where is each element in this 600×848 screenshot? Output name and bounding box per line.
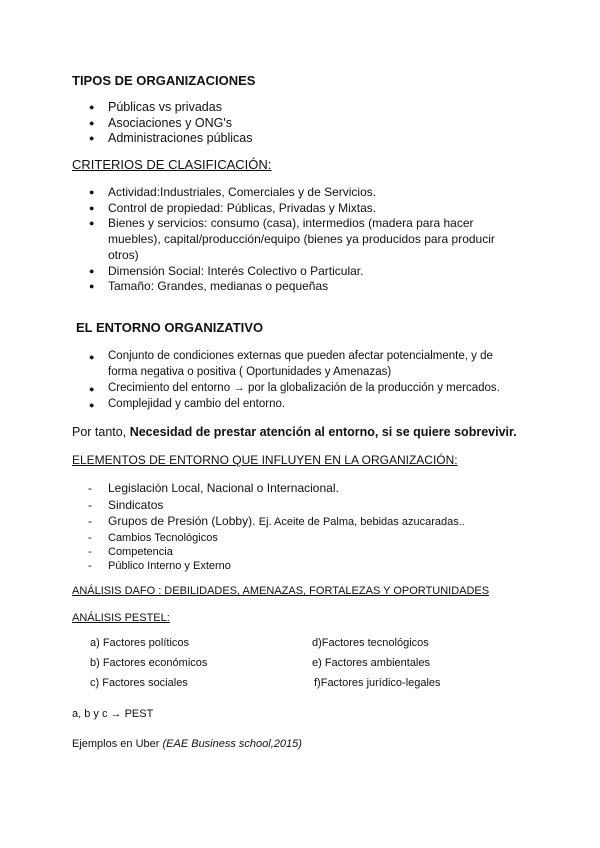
list-item: ● Actividad:Industriales, Comerciales y de Servicios. bbox=[86, 185, 506, 201]
list-item: ● Tamaño: Grandes, medianas o pequeñas bbox=[86, 279, 506, 295]
list-item: ● Conjunto de condiciones externas que pueden afectar potencialmente, y de forma negativa o positiva ( Oportunidades y Amenazas) bbox=[86, 348, 514, 380]
list-item: ● Dimensión Social: Interés Colectivo o Particular. bbox=[86, 264, 506, 280]
pestel-item: a) Factores políticos bbox=[90, 637, 190, 649]
conclusion-prefix: Por tanto, bbox=[72, 425, 130, 439]
list-item: ● Asociaciones y ONG's bbox=[86, 116, 253, 132]
list-item: - Sindicatos bbox=[86, 497, 526, 514]
pestel-item: c) Factores sociales bbox=[90, 677, 188, 689]
list-criterios bbox=[86, 185, 506, 295]
example-prefix: Ejemplos en Uber bbox=[72, 738, 163, 750]
heading-pestel: ANÁLISIS PESTEL: bbox=[72, 612, 170, 624]
lobby-note: Ej. Aceite de Palma, bebidas azucaradas.. bbox=[258, 516, 465, 528]
list-item: ● Públicas vs privadas bbox=[86, 100, 253, 116]
list-item: ● Complejidad y cambio del entorno. bbox=[86, 396, 514, 412]
list-item: ● Crecimiento del entorno → por la globalización de la producción y mercados. bbox=[86, 380, 514, 396]
heading-dafo: ANÁLISIS DAFO : DEBILIDADES, AMENAZAS, FORTALEZAS Y OPORTUNIDADES bbox=[72, 585, 490, 597]
pestel-item: f)Factores jurídico-legales bbox=[314, 677, 441, 689]
example-line bbox=[72, 738, 302, 750]
section-title-tipos: TIPOS DE ORGANIZACIONES bbox=[72, 73, 256, 88]
pestel-item: d)Factores tecnológicos bbox=[312, 637, 429, 649]
conclusion-line bbox=[72, 425, 517, 439]
list-item: ● Bienes y servicios: consumo (casa), intermedios (madera para hacer muebles), capital/producción/equipo (bienes ya producidos para producir otros) bbox=[86, 216, 506, 263]
list-item: - Competencia bbox=[86, 545, 526, 559]
list-entorno bbox=[86, 348, 514, 412]
list-item bbox=[86, 513, 526, 531]
list-elementos bbox=[86, 480, 526, 573]
list-tipos bbox=[86, 100, 253, 147]
section-title-entorno: EL ENTORNO ORGANIZATIVO bbox=[76, 320, 264, 335]
lobby-label: Grupos de Presión (Lobby). bbox=[108, 514, 256, 528]
heading-criterios: CRITERIOS DE CLASIFICACIÓN: bbox=[72, 157, 272, 172]
list-item: ● Control de propiedad: Públicas, Privadas y Mixtas. bbox=[86, 201, 506, 217]
conclusion-bold: Necesidad de prestar atención al entorno, si se quiere sobrevivir. bbox=[129, 425, 517, 439]
pest-note: a, b y c → PEST bbox=[72, 708, 154, 720]
pestel-item: b) Factores económicos bbox=[90, 657, 208, 669]
example-source: (EAE Business school,2015) bbox=[162, 738, 302, 750]
pestel-item: e) Factores ambientales bbox=[312, 657, 430, 669]
list-item: ● Administraciones públicas bbox=[86, 131, 253, 147]
heading-elementos: ELEMENTOS DE ENTORNO QUE INFLUYEN EN LA ORGANIZACIÓN: bbox=[72, 453, 458, 467]
list-item: - Cambios Tecnológicos bbox=[86, 531, 526, 545]
list-item: - Público Interno y Externo bbox=[86, 559, 526, 573]
list-item: - Legislación Local, Nacional o Internacional. bbox=[86, 480, 526, 497]
